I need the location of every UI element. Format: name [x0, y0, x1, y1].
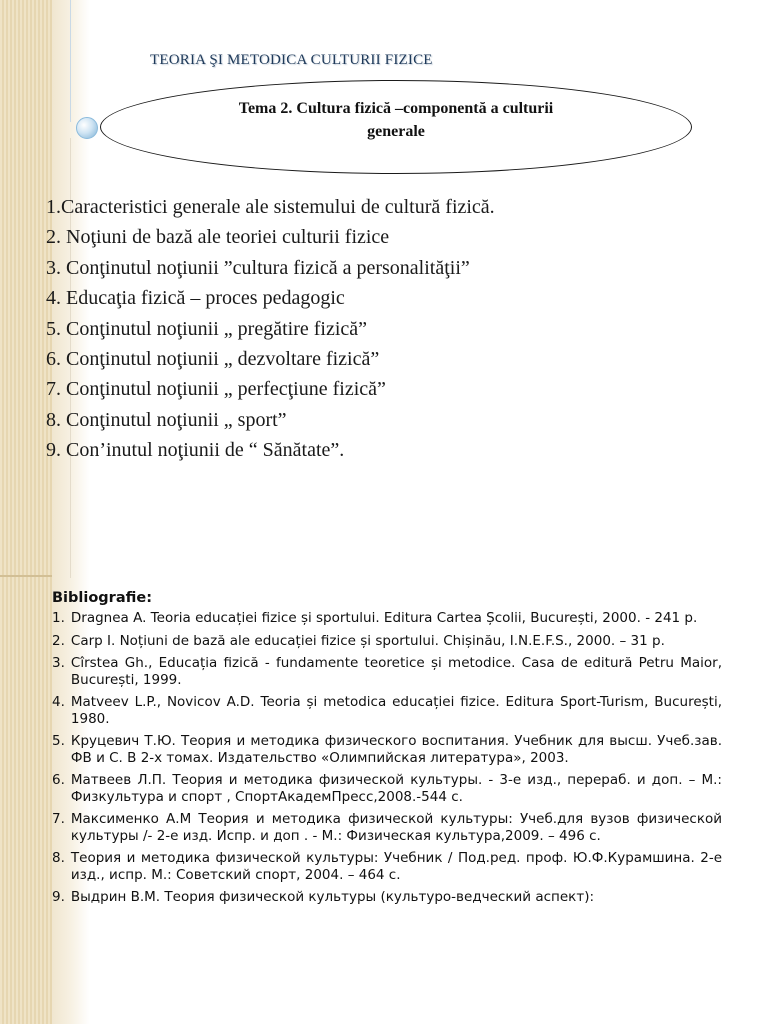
topic-item: 9. Con’inutul noţiunii de “ Sănătate”.: [46, 439, 345, 462]
decorative-band-divider: [0, 575, 52, 577]
theme-heading: [150, 97, 642, 143]
topics-list: [46, 192, 746, 466]
bibliography-item-text: Carp I. Noțiuni de bază ale educației fizice și sportului. Chișinău, I.N.E.F.S., 2000. – 31 p.: [70, 632, 665, 649]
bibliography-item-text: Cîrstea Gh., Educația fizică - fundamente teoretice și metodice. Casa de editură Petru Maior, București, 1999.: [70, 655, 722, 688]
bibliography-item-number: 5.: [52, 733, 65, 749]
bibliography-item-text: Матвеев Л.П. Теория и методика физической культуры. - 3-е изд., перераб. и доп. – М.: Физкультура и спорт , СпортАкадемПресс,2008.-544 с.: [70, 772, 722, 805]
bibliography-item-text: Dragnea A. Teoria educației fizice și sportului. Editura Cartea Școlii, București, 2000. - 241 p.: [70, 610, 698, 626]
topic-item: 3. Conţinutul noţiunii ”cultura fizică a personalităţii”: [46, 256, 470, 279]
topic-item: 1.Caracteristici generale ale sistemului de cultură fizică.: [46, 196, 495, 218]
topic-item: 6. Conţinutul noţiunii „ dezvoltare fizică”: [46, 347, 380, 370]
page-title: TEORIA ŞI METODICA CULTURII FIZICE: [150, 52, 433, 68]
bibliography-item-number: 2.: [52, 632, 65, 649]
bibliography-item-text: Теория и методика физической культуры: Учебник / Под.ред. проф. Ю.Ф.Курамшина. 2-е изд., испр. М.: Советский спорт, 2004. – 464 с.: [70, 850, 722, 883]
bibliography-item-number: 4.: [52, 694, 65, 710]
bibliography-item-text: Максименко А.М Теория и методика физической культуры: Учеб.для вузов физической культуры /- 2-е изд. Испр. и доп . - М.: Физическая культура,2009. – 496 с.: [70, 811, 722, 844]
bibliography-item: [52, 850, 722, 883]
topic-item: 7. Conţinutul noţiunii „ perfecţiune fizică”: [46, 378, 386, 401]
bibliography-item-text: Matveev L.P., Novicov A.D. Teoria și metodica educației fizice. Editura Sport-Turism, București, 1980.: [70, 694, 722, 727]
bibliography-item: [52, 694, 722, 727]
bibliography-item-number: 1.: [52, 610, 65, 626]
decorative-left-band: [0, 0, 52, 1024]
bibliography-item-text: Выдрин В.М. Теория физической культуры (культуро-ведческий аспект):: [70, 889, 595, 905]
bibliography-item-number: 8.: [52, 850, 65, 866]
bibliography-item-number: 7.: [52, 811, 65, 827]
bubble-ornament-icon: [76, 117, 98, 139]
bibliography-item: [52, 733, 722, 766]
bibliography-item-number: 3.: [52, 655, 65, 671]
topic-item: 8. Conţinutul noţiunii „ sport”: [46, 408, 287, 431]
decorative-vertical-line: [70, 0, 71, 122]
bibliography-item: [52, 633, 722, 650]
bibliography-item-number: 9.: [52, 889, 65, 905]
topic-item: 5. Conţinutul noţiunii „ pregătire fizică”: [46, 317, 368, 340]
bibliography-heading: Bibliografie:: [52, 590, 152, 606]
topic-item: 4. Educaţia fizică – proces pedagogic: [46, 287, 345, 310]
theme-heading-line-2: generale: [367, 123, 425, 140]
bibliography-item: [52, 772, 722, 805]
bibliography-list: [52, 610, 722, 906]
bibliography-item: [52, 655, 722, 688]
topic-item: 2. Noţiuni de bază ale teoriei culturii fizice: [46, 226, 390, 249]
bibliography-item: [52, 811, 722, 844]
bibliography-item: [52, 889, 722, 906]
bibliography-item: [52, 610, 722, 627]
theme-heading-line-1: Tema 2. Cultura fizică –componentă a culturii: [238, 100, 554, 117]
bibliography-item-number: 6.: [52, 772, 65, 788]
bibliography-section: [52, 590, 722, 912]
bibliography-item-text: Круцевич Т.Ю. Теория и методика физического воспитания. Учебник для высш. Учеб.зав. ФВ и С. В 2-х томах. Издательство «Олимпийская литература», 2003.: [70, 733, 722, 766]
